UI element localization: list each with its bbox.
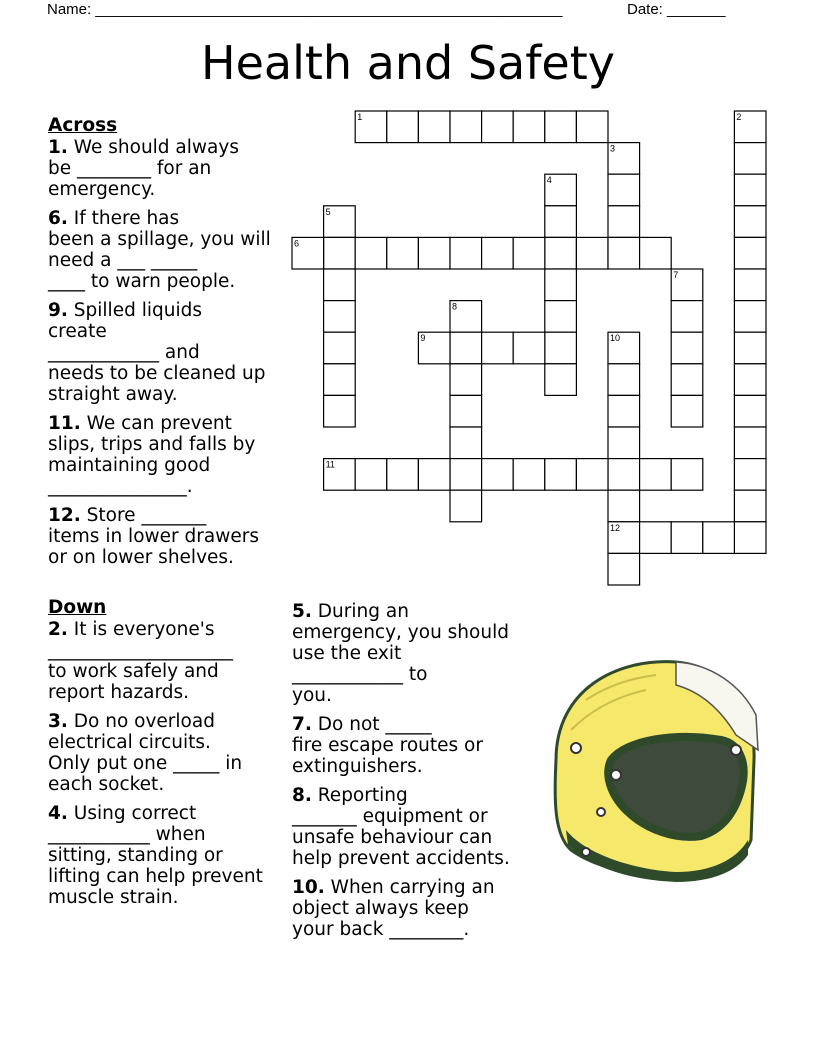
grid-cell[interactable] — [482, 237, 514, 269]
grid-cell[interactable] — [545, 237, 577, 269]
clue-text: Store _______ items in lower drawers or on lower shelves. — [48, 505, 259, 568]
grid-cell[interactable] — [450, 237, 482, 269]
clue-number: 5. — [292, 601, 312, 622]
grid-cell[interactable] — [608, 427, 640, 459]
grid-cell-number: 9 — [420, 333, 426, 344]
grid-cell[interactable] — [545, 301, 577, 333]
down-clue-list-left — [48, 619, 288, 908]
grid-cell[interactable] — [576, 237, 608, 269]
grid-cell-number: 7 — [673, 270, 679, 280]
grid-cell[interactable] — [608, 364, 640, 396]
across-heading: Across — [48, 115, 118, 136]
grid-cell[interactable] — [640, 237, 672, 269]
grid-cell-number: 1 — [357, 112, 363, 122]
grid-cell[interactable] — [545, 364, 577, 396]
grid-cell[interactable] — [418, 237, 450, 269]
grid-cell[interactable] — [671, 522, 703, 554]
grid-cell[interactable] — [450, 459, 482, 491]
clue-text: When carrying an object always keep your back ________. — [292, 877, 495, 940]
grid-cell[interactable] — [608, 206, 640, 238]
grid-cell[interactable] — [324, 332, 356, 364]
grid-cell-number: 12 — [610, 522, 621, 533]
clue-item — [292, 785, 532, 869]
grid-cell[interactable] — [355, 237, 387, 269]
grid-cell-number: 6 — [294, 238, 300, 249]
grid-cell[interactable] — [734, 395, 766, 427]
clue-text: We should always be ________ for an emergency. — [48, 137, 239, 200]
clue-item — [292, 601, 532, 706]
grid-cell[interactable] — [734, 490, 766, 522]
clue-text: Spilled liquids create ____________ and needs to be cleaned up straight away. — [48, 300, 266, 405]
grid-cell-number: 4 — [546, 175, 552, 186]
grid-cell[interactable] — [355, 459, 387, 491]
grid-cell[interactable] — [513, 332, 545, 364]
grid-cell[interactable] — [545, 332, 577, 364]
clue-item — [48, 619, 288, 703]
grid-cell[interactable] — [734, 174, 766, 206]
grid-cell[interactable] — [608, 395, 640, 427]
date-field[interactable]: Date: _______ — [627, 1, 726, 18]
clue-text: Do not _____ fire escape routes or extinguishers. — [292, 714, 483, 777]
grid-cell[interactable] — [450, 427, 482, 459]
down-clue-list-right — [292, 601, 532, 940]
grid-cell-number: 3 — [610, 143, 616, 154]
grid-cell[interactable] — [608, 174, 640, 206]
clue-number: 2. — [48, 619, 68, 640]
grid-cell[interactable] — [734, 237, 766, 269]
grid-cell[interactable] — [450, 364, 482, 396]
grid-cell[interactable] — [324, 395, 356, 427]
grid-cell[interactable] — [545, 269, 577, 301]
grid-cell[interactable] — [734, 269, 766, 301]
clue-text: Do no overload electrical circuits. Only put one _____ in each socket. — [48, 711, 243, 795]
grid-cell[interactable] — [324, 237, 356, 269]
grid-cell[interactable] — [576, 111, 608, 143]
grid-cell[interactable] — [671, 364, 703, 396]
page-title: Health and Safety — [201, 36, 615, 90]
grid-cell[interactable] — [640, 522, 672, 554]
down-clues-left — [48, 597, 288, 916]
clue-number: 8. — [292, 785, 312, 806]
grid-cell[interactable] — [418, 459, 450, 491]
clue-text: It is everyone's ____________________ to work safely and report hazards. — [48, 619, 233, 703]
grid-cell[interactable] — [671, 301, 703, 333]
grid-cell[interactable] — [513, 111, 545, 143]
grid-cell[interactable] — [450, 490, 482, 522]
grid-cell[interactable] — [608, 490, 640, 522]
grid-cell[interactable] — [545, 459, 577, 491]
grid-cell[interactable] — [387, 237, 419, 269]
grid-cell[interactable] — [734, 206, 766, 238]
clue-text: During an emergency, you should use the exit ____________ to you. — [292, 601, 509, 706]
clue-number: 4. — [48, 803, 68, 824]
grid-cell[interactable] — [734, 301, 766, 333]
grid-cell[interactable] — [387, 459, 419, 491]
grid-cell[interactable] — [482, 332, 514, 364]
clue-number: 11. — [48, 413, 81, 434]
grid-cell[interactable] — [671, 395, 703, 427]
grid-cell[interactable] — [418, 111, 450, 143]
clue-text: Reporting _______ equipment or unsafe behaviour can help prevent accidents. — [292, 785, 510, 869]
grid-cell[interactable] — [671, 459, 703, 491]
grid-cell[interactable] — [734, 427, 766, 459]
clue-number: 9. — [48, 300, 68, 321]
clue-number: 6. — [48, 208, 68, 229]
clue-text: If there has been a spillage, you will need a ___ _____ ____ to warn people. — [48, 208, 271, 292]
grid-cell[interactable] — [671, 332, 703, 364]
grid-cell[interactable] — [734, 459, 766, 491]
grid-cell[interactable] — [576, 459, 608, 491]
grid-cell[interactable] — [513, 459, 545, 491]
grid-cell-number: 5 — [325, 206, 331, 217]
grid-cell[interactable] — [608, 459, 640, 491]
clue-number: 3. — [48, 711, 68, 732]
grid-cell[interactable] — [640, 459, 672, 491]
grid-cell[interactable] — [545, 206, 577, 238]
grid-cell[interactable] — [450, 111, 482, 143]
grid-cell[interactable] — [450, 395, 482, 427]
grid-cell[interactable] — [324, 364, 356, 396]
grid-cell[interactable] — [324, 269, 356, 301]
grid-cell[interactable] — [482, 459, 514, 491]
grid-cell-number: 10 — [610, 333, 621, 344]
grid-cell[interactable] — [734, 364, 766, 396]
grid-cell-number: 8 — [452, 301, 458, 312]
grid-cell[interactable] — [450, 332, 482, 364]
grid-cell[interactable] — [545, 111, 577, 143]
clue-number: 10. — [292, 877, 325, 898]
grid-cell[interactable] — [608, 237, 640, 269]
grid-cell[interactable] — [734, 522, 766, 554]
clue-item — [48, 711, 288, 795]
grid-cell-number: 11 — [325, 459, 335, 470]
clue-text: We can prevent slips, trips and falls by maintaining good _______________. — [48, 413, 256, 497]
grid-cell[interactable] — [324, 301, 356, 333]
name-field[interactable]: Name: ________________________________________________________ — [47, 1, 563, 18]
grid-cell[interactable] — [734, 143, 766, 175]
safety-helmet-illustration — [526, 640, 776, 890]
clue-item — [292, 877, 532, 940]
clue-item — [48, 803, 288, 908]
down-clues-right — [292, 601, 532, 948]
grid-cell[interactable] — [608, 553, 640, 585]
clue-number: 12. — [48, 505, 81, 526]
grid-cell-number: 2 — [736, 112, 742, 122]
clue-number: 1. — [48, 137, 68, 158]
down-heading: Down — [48, 597, 107, 618]
grid-cell[interactable] — [482, 111, 514, 143]
clue-number: 7. — [292, 714, 312, 735]
clue-text: Using correct ___________ when sitting, standing or lifting can help prevent muscle strain. — [48, 803, 263, 908]
clue-item — [292, 714, 532, 777]
grid-cell[interactable] — [387, 111, 419, 143]
grid-cell[interactable] — [513, 237, 545, 269]
grid-cell[interactable] — [734, 332, 766, 364]
grid-cell[interactable] — [703, 522, 735, 554]
